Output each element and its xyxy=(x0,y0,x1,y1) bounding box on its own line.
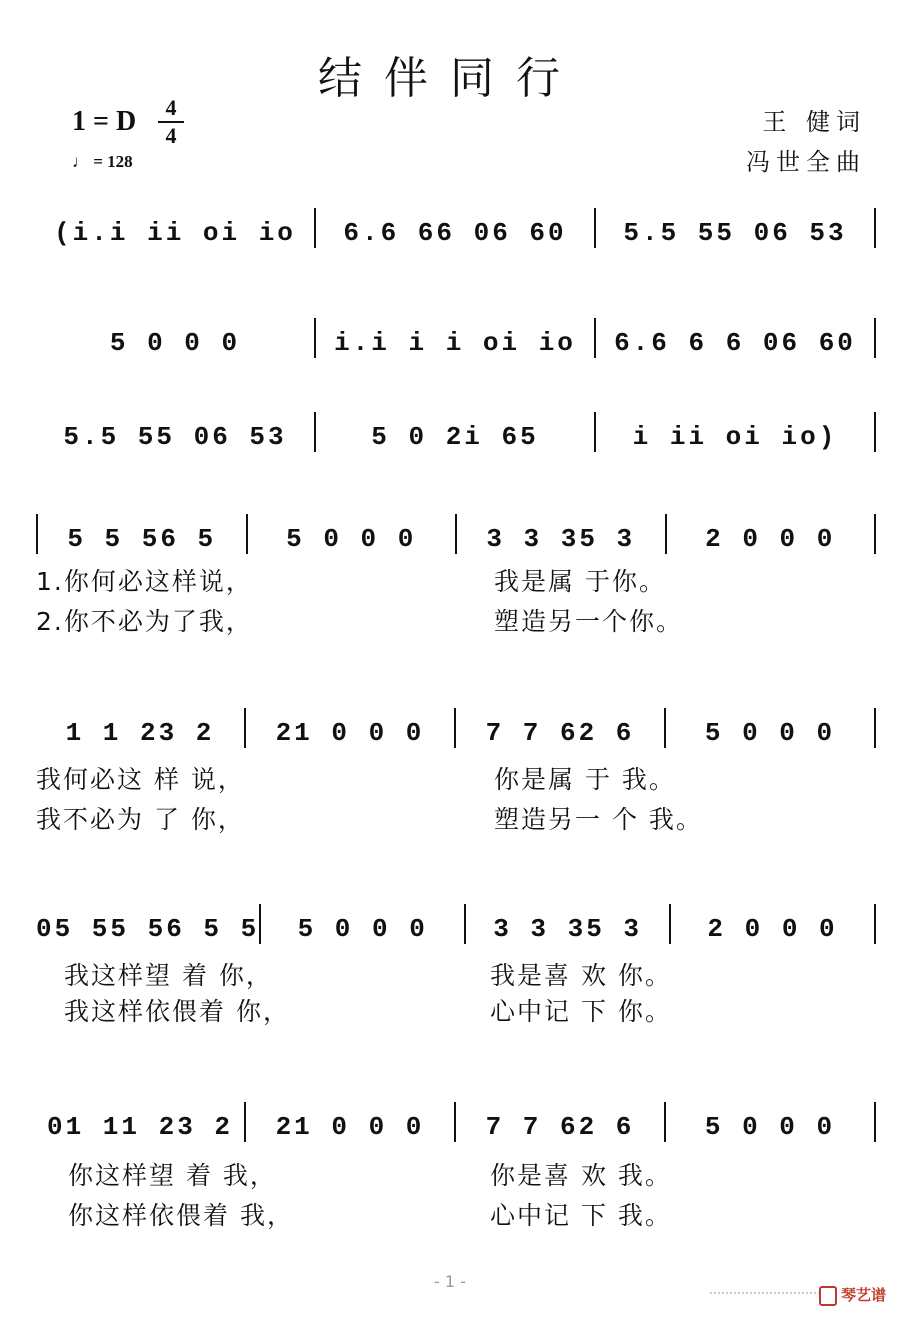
measure: 5 0 0 0 xyxy=(704,718,836,748)
time-signature-bottom: 4 xyxy=(165,123,177,148)
watermark-logo xyxy=(819,1284,886,1306)
measure: 5 0 2i 65 xyxy=(371,422,539,452)
barline xyxy=(874,412,876,452)
lyric-line: 1.你何必这样说， xyxy=(36,567,253,596)
logo-icon xyxy=(819,1286,837,1306)
measure: 6.6 6 6 06 60 xyxy=(614,328,856,358)
notation-system-3 xyxy=(36,408,876,452)
measure: 6.6 66 06 60 xyxy=(343,218,567,248)
key-signature: 1 = D xyxy=(72,106,137,137)
lyric-line: 心中记 下 你。 xyxy=(490,997,672,1026)
measure: 7 7 62 6 xyxy=(485,718,635,748)
measure: (i.i ii oi io xyxy=(54,218,296,248)
measure: 5.5 55 06 53 xyxy=(63,422,287,452)
lyric-line: 你是喜 欢 我。 xyxy=(490,1161,672,1190)
barline xyxy=(874,318,876,358)
barline xyxy=(874,708,876,748)
measure: 3 3 35 3 xyxy=(486,524,636,554)
measure: 5 5 56 5 xyxy=(67,524,217,554)
measure: 2 0 0 0 xyxy=(707,914,838,944)
song-title: 结伴同行 xyxy=(318,53,582,104)
measure: 2 0 0 0 xyxy=(705,524,836,554)
lyric-line: 你是属 于 我。 xyxy=(494,765,676,794)
lyric-line: 心中记 下 我。 xyxy=(490,1201,672,1230)
measure: 7 7 62 6 xyxy=(485,1112,635,1142)
time-signature-top: 4 xyxy=(165,95,177,120)
measure: 01 11 23 2 xyxy=(46,1112,234,1142)
measure: i ii oi io) xyxy=(632,422,838,452)
measure: 5 0 0 0 xyxy=(286,524,417,554)
time-signature xyxy=(158,96,184,148)
notation-system-1 xyxy=(36,204,876,248)
barline xyxy=(874,514,876,554)
lyric-line: 2.你不必为了我， xyxy=(36,607,253,636)
measure: i.i i i oi io xyxy=(334,328,576,358)
notation-system-2 xyxy=(36,314,876,358)
lyric-line: 我这样望 着 你， xyxy=(64,961,273,990)
notation-system-4 xyxy=(36,510,876,554)
notation-system-5 xyxy=(36,704,876,748)
lyric-line: 我这样依偎着 你， xyxy=(64,997,290,1026)
measure: 1 1 23 2 xyxy=(65,718,215,748)
lyric-line: 你这样望 着 我， xyxy=(68,1161,277,1190)
lyric-line: 塑造另一 个 我。 xyxy=(494,805,703,834)
measure: 21 0 0 0 xyxy=(275,1112,425,1142)
measure: 5 0 0 0 xyxy=(297,914,428,944)
measure: 05 55 56 5 5 xyxy=(36,914,260,944)
lyric-line: 我何必这 样 说， xyxy=(36,765,245,794)
barline xyxy=(874,1102,876,1142)
measure: 5 0 0 0 xyxy=(704,1112,836,1142)
lyric-line: 我不必为 了 你， xyxy=(36,805,245,834)
measure: 5 0 0 0 xyxy=(109,328,241,358)
lyric-line: 塑造另一个你。 xyxy=(494,607,684,636)
tempo-marking: ♩ = 128 xyxy=(72,152,133,171)
barline xyxy=(874,208,876,248)
watermark-text: 琴艺谱 xyxy=(840,1286,886,1304)
barline xyxy=(874,904,876,944)
measure: 3 3 35 3 xyxy=(493,914,643,944)
composer-credit: 冯世全曲 xyxy=(746,148,866,176)
notation-system-6 xyxy=(36,900,876,944)
notation-system-7 xyxy=(36,1098,876,1142)
page-number: - 1 - xyxy=(434,1272,466,1291)
measure: 21 0 0 0 xyxy=(275,718,425,748)
lyricist-credit: 王 健词 xyxy=(762,108,866,136)
lyric-line: 你这样依偎着 我， xyxy=(68,1201,294,1230)
lyric-line: 我是喜 欢 你。 xyxy=(490,961,672,990)
footer-dotted-rule xyxy=(710,1292,820,1294)
measure: 5.5 55 06 53 xyxy=(623,218,847,248)
lyric-line: 我是属 于你。 xyxy=(494,567,666,596)
